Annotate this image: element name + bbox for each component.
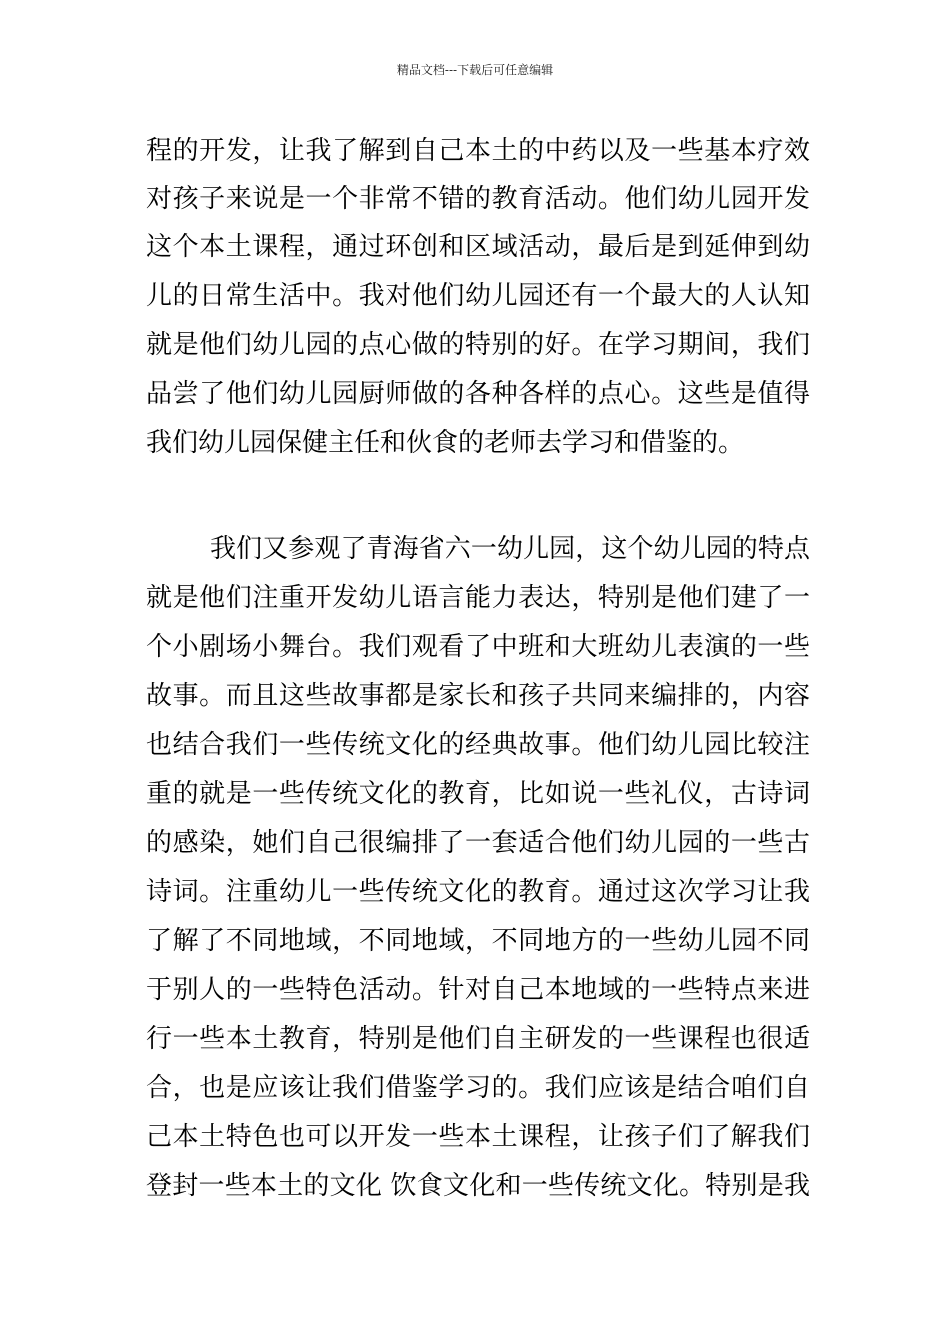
text-line: 的感染，她们自己很编排了一套适合他们幼儿园的一些古 bbox=[146, 828, 810, 858]
text-line: 诗词。注重幼儿一些传统文化的教育。通过这次学习让我 bbox=[146, 877, 810, 907]
text-line: 就是他们注重开发幼儿语言能力表达，特别是他们建了一 bbox=[146, 583, 810, 613]
text-line: 己本土特色也可以开发一些本土课程，让孩子们了解我们 bbox=[146, 1122, 810, 1152]
text-line: 品尝了他们幼儿园厨师做的各种各样的点心。这些是值得 bbox=[146, 379, 810, 409]
text-line: 也结合我们一些传统文化的经典故事。他们幼儿园比较注 bbox=[146, 730, 810, 760]
text-line: 儿的日常生活中。我对他们幼儿园还有一个最大的人认知 bbox=[146, 281, 810, 311]
text-line: 对孩子来说是一个非常不错的教育活动。他们幼儿园开发 bbox=[146, 184, 810, 214]
text-line: 合，也是应该让我们借鉴学习的。我们应该是结合咱们自 bbox=[146, 1073, 810, 1103]
text-line: 这个本土课程，通过环创和区域活动，最后是到延伸到幼 bbox=[146, 232, 810, 262]
page-header: 精品文档---下载后可任意编辑 bbox=[396, 63, 554, 77]
text-line: 我们又参观了青海省六一幼儿园，这个幼儿园的特点 bbox=[210, 534, 810, 564]
text-line: 程的开发，让我了解到自己本土的中药以及一些基本疗效 bbox=[146, 136, 810, 166]
text-line: 我们幼儿园保健主任和伙食的老师去学习和借鉴的。 bbox=[146, 428, 745, 458]
text-line: 重的就是一些传统文化的教育，比如说一些礼仪，古诗词 bbox=[146, 779, 810, 809]
text-line: 于别人的一些特色活动。针对自己本地域的一些特点来进 bbox=[146, 975, 810, 1005]
text-line: 个小剧场小舞台。我们观看了中班和大班幼儿表演的一些 bbox=[146, 632, 810, 662]
text-line: 就是他们幼儿园的点心做的特别的好。在学习期间，我们 bbox=[146, 330, 810, 360]
text-line: 行一些本土教育，特别是他们自主研发的一些课程也很适 bbox=[146, 1024, 810, 1054]
text-line: 登封一些本土的文化 饮食文化和一些传统文化。特别是我 bbox=[146, 1171, 810, 1201]
text-line: 故事。而且这些故事都是家长和孩子共同来编排的，内容 bbox=[146, 681, 810, 711]
text-line: 了解了不同地域，不同地域，不同地方的一些幼儿园不同 bbox=[146, 926, 810, 956]
